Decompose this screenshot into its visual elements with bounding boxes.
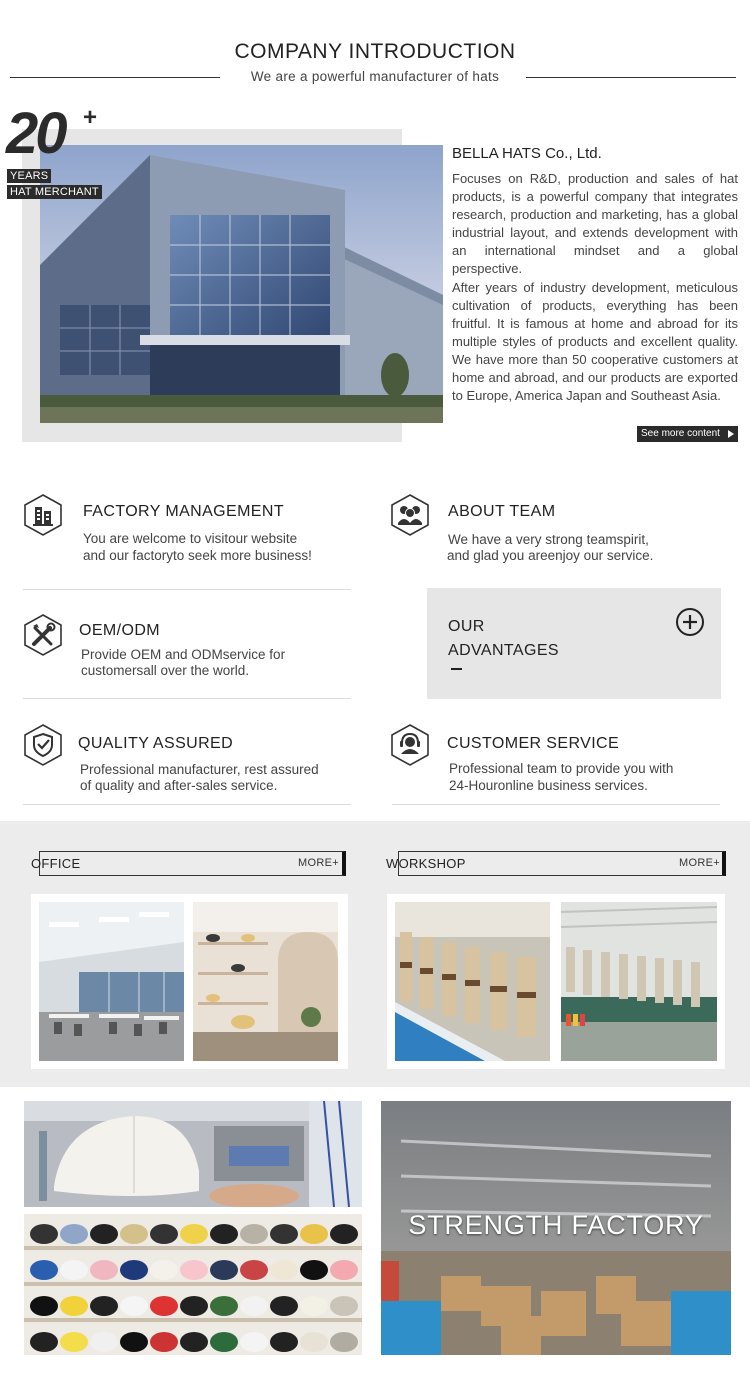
strength-factory-title: STRENGTH FACTORY <box>408 1210 704 1240</box>
years-badge-number: 20 <box>6 101 65 166</box>
quality-assured-desc: Professional manufacturer, rest assured <box>80 762 319 777</box>
factory-management-title: FACTORY MANAGEMENT <box>83 503 285 520</box>
about-team-title: ABOUT TEAM <box>448 503 556 520</box>
customer-service-desc: Professional team to provide you with <box>449 761 674 776</box>
see-more-label: See more content <box>641 428 720 439</box>
minus-icon <box>451 668 462 670</box>
our-advantages-line: OUR <box>448 618 485 635</box>
showroom-photo <box>193 902 338 1061</box>
shield-check-icon <box>23 723 63 767</box>
workshop-floor-photo <box>561 902 717 1061</box>
about-team-desc: and glad you areenjoy our service. <box>447 548 654 563</box>
company-name: BELLA HATS Co., Ltd. <box>452 145 602 162</box>
factory-management-desc: You are welcome to visitour website <box>83 531 298 546</box>
company-description-paragraph: Focuses on R&D, production and sales of hat products, is a powerful company that integrates research, production and marketing, has a global industrial layout, and extends development with an international mindset and a global perspective. <box>452 171 738 277</box>
plus-circle-icon[interactable] <box>675 607 705 637</box>
merchant-badge-label: HAT MERCHANT <box>7 185 102 199</box>
quality-assured-title: QUALITY ASSURED <box>78 735 234 752</box>
building-icon <box>23 493 63 537</box>
tools-icon <box>23 613 63 657</box>
feature-divider <box>392 804 720 805</box>
our-advantages-panel[interactable] <box>427 588 721 699</box>
office-label: OFFICE <box>31 856 81 871</box>
our-advantages-line: ADVANTAGES <box>448 642 559 659</box>
title-divider-right <box>526 77 736 78</box>
people-icon <box>390 493 430 537</box>
customer-service-title: CUSTOMER SERVICE <box>447 735 620 752</box>
customer-service-desc: 24-Houronline business services. <box>449 778 648 793</box>
quality-assured-desc: of quality and after-sales service. <box>80 778 278 793</box>
cap-production-photo <box>24 1101 362 1207</box>
workshop-label: WORKSHOP <box>386 856 466 871</box>
section-subtitle: We are a powerful manufacturer of hats <box>250 69 500 84</box>
company-description <box>452 170 738 405</box>
company-description-paragraph: After years of industry development, meticulous cultivation of products, everything has been fruitful. It is famous at home and abroad for its multiple styles of products and excellent quality. We have more than 50 cooperative customers at home and abroad, and our products are exported to Europe, America Japan and Southeast Asia. <box>452 279 738 404</box>
office-interior-photo <box>39 902 184 1061</box>
see-more-button[interactable] <box>637 426 738 442</box>
headset-icon <box>390 723 430 767</box>
about-team-desc: We have a very strong teamspirit, <box>448 532 649 547</box>
office-more-link[interactable]: MORE+ <box>298 857 339 869</box>
oem-odm-desc: Provide OEM and ODMservice for <box>81 647 286 662</box>
oem-odm-title: OEM/ODM <box>79 622 161 639</box>
section-title: COMPANY INTRODUCTION <box>234 40 516 63</box>
play-arrow-icon <box>728 430 734 438</box>
feature-divider <box>23 589 351 590</box>
embroidery-machines-photo <box>395 902 550 1061</box>
cap-display-shelves-photo <box>24 1214 362 1355</box>
oem-odm-desc: customersall over the world. <box>81 663 250 678</box>
workshop-more-link[interactable]: MORE+ <box>679 857 720 869</box>
our-advantages-label <box>448 615 559 663</box>
factory-management-desc: and our factoryto seek more business! <box>83 548 312 563</box>
feature-divider <box>23 804 351 805</box>
years-badge-label: YEARS <box>7 169 51 183</box>
feature-divider <box>23 698 351 699</box>
years-badge-plus: + <box>83 104 98 131</box>
